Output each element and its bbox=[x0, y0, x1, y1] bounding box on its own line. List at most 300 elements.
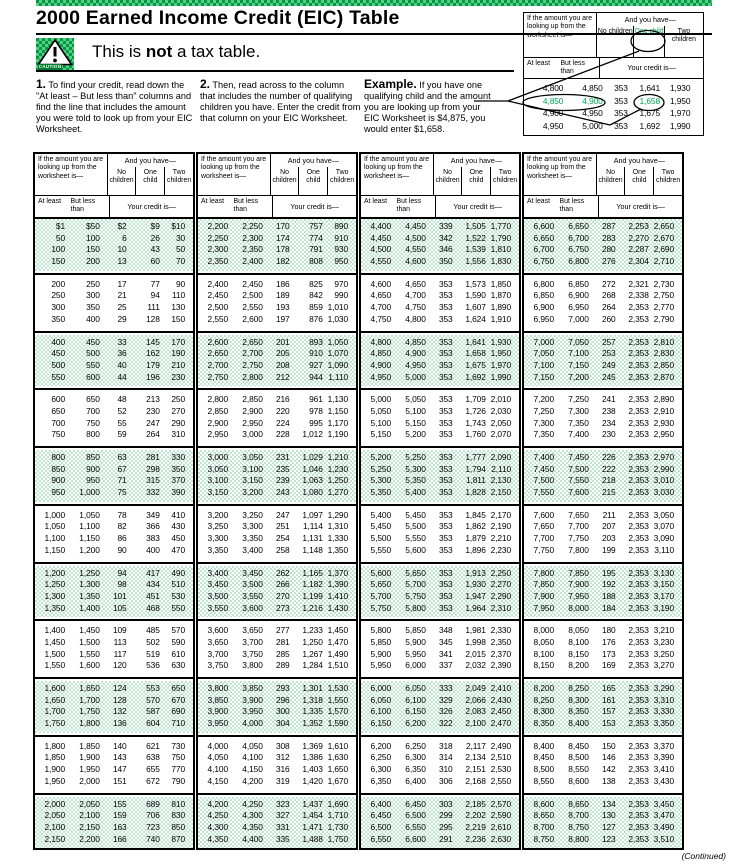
block-divider bbox=[198, 504, 356, 506]
block-divider bbox=[361, 446, 519, 448]
no-children-credit: 241 bbox=[601, 394, 616, 405]
two-children-credit: 3,470 bbox=[653, 810, 675, 821]
two-children-credit: 3,350 bbox=[653, 718, 675, 729]
amount-lookup-header: If the amount you are looking up from the worksheet is— bbox=[524, 13, 597, 57]
table-row bbox=[198, 406, 356, 418]
block-divider bbox=[198, 388, 356, 390]
two-children-credit: 2,550 bbox=[490, 775, 512, 786]
two-children-credit: 30 bbox=[175, 232, 186, 243]
but-less-than-value: 1,250 bbox=[79, 567, 100, 578]
at-least-value: 1,250 bbox=[44, 579, 66, 590]
row-block bbox=[524, 277, 682, 329]
two-children-credit: 1,690 bbox=[327, 798, 349, 809]
one-child-credit: 1,267 bbox=[302, 648, 323, 659]
amount-lookup-header: If the amount you are looking up from the worksheet is— bbox=[198, 154, 271, 195]
two-children-credit: 2,950 bbox=[653, 429, 675, 440]
at-least-value: 8,050 bbox=[533, 636, 555, 647]
two-children-credit: 1,450 bbox=[327, 625, 349, 636]
at-least-value: 3,650 bbox=[207, 636, 229, 647]
two-children-credit: 1,110 bbox=[328, 371, 349, 382]
one-child-credit: 1,505 bbox=[465, 221, 486, 231]
one-child-credit: 655 bbox=[146, 764, 160, 775]
at-least-value: 7,700 bbox=[533, 533, 555, 544]
example-text: If you have one qualifying child and the amount you are looking up from your EIC Worksheet is $4,875, you would enter $1,658. bbox=[364, 80, 491, 134]
no-children-credit: 300 bbox=[275, 706, 290, 717]
no-children-credit: 59 bbox=[117, 429, 127, 440]
table-row bbox=[198, 533, 356, 545]
at-least-value: 2,800 bbox=[207, 394, 229, 405]
one-child-credit: 1,131 bbox=[302, 533, 323, 544]
one-child-credit: 842 bbox=[309, 290, 323, 301]
but-less-than-value: 8,600 bbox=[568, 775, 589, 786]
one-child-credit: 587 bbox=[146, 706, 160, 717]
header-bottom-row bbox=[198, 196, 356, 217]
two-children-credit: 1,490 bbox=[327, 648, 349, 659]
but-less-than-value: 5,950 bbox=[405, 648, 426, 659]
but-less-than-value: 3,850 bbox=[242, 683, 263, 693]
one-child-credit: 2,353 bbox=[628, 636, 649, 647]
no-children-credit: 304 bbox=[275, 718, 290, 729]
one-child-credit: 1,998 bbox=[465, 636, 486, 647]
at-least-value: 1,500 bbox=[44, 648, 66, 659]
table-row bbox=[198, 233, 356, 245]
one-child-credit: 2,353 bbox=[628, 775, 649, 786]
at-least-value: 4,800 bbox=[542, 83, 564, 93]
table-row bbox=[198, 718, 356, 730]
but-less-than-value: 5,350 bbox=[405, 475, 426, 486]
two-children-credit: 1,710 bbox=[327, 810, 349, 821]
but-less-than-value: 5,850 bbox=[405, 625, 426, 636]
one-child-credit: 2,168 bbox=[465, 775, 486, 786]
one-child-credit: 757 bbox=[309, 221, 323, 231]
one-child-credit: 60 bbox=[150, 256, 160, 267]
at-least-value: 250 bbox=[51, 290, 66, 301]
table-row bbox=[524, 279, 682, 291]
no-children-credit: 224 bbox=[275, 417, 290, 428]
but-less-than-value: 6,350 bbox=[405, 764, 426, 775]
row-block bbox=[361, 739, 519, 791]
one-child-credit: 1,692 bbox=[639, 120, 661, 131]
amount-lookup-header: If the amount you are looking up from the worksheet is— bbox=[35, 154, 108, 195]
but-less-than-value: 100 bbox=[86, 232, 100, 243]
but-less-than-value: 3,350 bbox=[242, 533, 263, 544]
one-child-credit: 519 bbox=[146, 648, 160, 659]
table-row bbox=[198, 660, 356, 672]
but-less-than-value: 4,650 bbox=[405, 278, 426, 289]
but-less-than-value: 4,300 bbox=[242, 810, 263, 821]
one-child-credit: 893 bbox=[309, 336, 323, 347]
two-children-credit: 3,330 bbox=[653, 706, 675, 717]
table-row bbox=[35, 256, 193, 268]
but-less-than-value: 1,050 bbox=[79, 509, 100, 520]
one-child-credit: 1,862 bbox=[465, 521, 486, 532]
no-children-credit: 264 bbox=[601, 302, 616, 313]
two-children-credit: 1,830 bbox=[490, 256, 512, 267]
one-child-credit: 2,353 bbox=[628, 590, 649, 601]
two-children-credit: 2,450 bbox=[490, 706, 512, 717]
but-less-than-value: 600 bbox=[86, 371, 100, 382]
but-less-than-value: 250 bbox=[86, 278, 100, 289]
but-less-than-value: 4,850 bbox=[405, 336, 426, 347]
one-child-credit: 791 bbox=[309, 244, 323, 255]
but-less-than-value: 1,550 bbox=[79, 648, 100, 659]
two-children-credit: 2,130 bbox=[490, 475, 512, 486]
two-children-credit: 1,950 bbox=[490, 348, 512, 359]
at-least-value: 1,350 bbox=[44, 602, 66, 613]
two-children-credit: 1,310 bbox=[327, 521, 349, 532]
block-divider bbox=[361, 562, 519, 564]
no-children-credit: 353 bbox=[438, 371, 453, 382]
but-less-than-value: 4,400 bbox=[242, 833, 263, 844]
no-children-credit: 170 bbox=[275, 221, 290, 231]
no-children-credit: 280 bbox=[601, 244, 616, 255]
no-children-credit: 192 bbox=[601, 579, 616, 590]
block-divider bbox=[198, 331, 356, 333]
but-less-than-value: 2,550 bbox=[242, 302, 263, 313]
no-children-credit: 253 bbox=[601, 348, 616, 359]
one-child-credit: 1,012 bbox=[302, 429, 323, 440]
one-child-credit: 1,029 bbox=[302, 452, 323, 462]
at-least-value: 8,650 bbox=[533, 810, 555, 821]
block-divider bbox=[198, 562, 356, 564]
at-least-value: 4,250 bbox=[207, 810, 229, 821]
no-children-credit: 218 bbox=[601, 475, 616, 486]
row-block bbox=[361, 450, 519, 502]
no-children-credit: 134 bbox=[601, 798, 616, 809]
one-child-credit: 1,369 bbox=[302, 740, 323, 751]
block-divider bbox=[524, 273, 682, 275]
no-children-credit: 67 bbox=[117, 463, 127, 474]
no-children-credit: 142 bbox=[601, 764, 616, 775]
no-children-credit: 339 bbox=[438, 221, 453, 231]
at-least-value: 8,000 bbox=[533, 625, 555, 636]
two-children-credit: 1,210 bbox=[327, 452, 349, 462]
row-block bbox=[524, 739, 682, 791]
row-block bbox=[524, 219, 682, 271]
one-child-credit: 2,353 bbox=[628, 509, 649, 520]
but-less-than-value: 5,650 bbox=[405, 567, 426, 578]
but-less-than-value: 6,400 bbox=[405, 775, 426, 786]
table-row bbox=[35, 579, 193, 591]
two-children-credit: 3,430 bbox=[653, 775, 675, 786]
table-row bbox=[524, 799, 682, 811]
no-children-credit: 260 bbox=[601, 313, 616, 324]
one-child-credit: 2,185 bbox=[465, 798, 486, 809]
example-table-row bbox=[524, 82, 703, 95]
two-children-credit: 870 bbox=[171, 833, 186, 844]
no-children-credit: 353 bbox=[438, 475, 453, 486]
table-row bbox=[35, 706, 193, 718]
no-children-credit: 285 bbox=[275, 648, 290, 659]
two-children-credit: 1,910 bbox=[490, 313, 512, 324]
block-divider bbox=[198, 793, 356, 795]
header-bottom-row bbox=[35, 196, 193, 217]
two-children-credit: 290 bbox=[171, 417, 186, 428]
but-less-than-value: 2,900 bbox=[242, 405, 263, 416]
one-child-credit: 1,454 bbox=[302, 810, 323, 821]
one-child-credit: 1,641 bbox=[465, 336, 486, 347]
table-column-group bbox=[522, 152, 684, 850]
and-you-have-section bbox=[597, 13, 703, 57]
table-row bbox=[198, 706, 356, 718]
table-row bbox=[198, 244, 356, 256]
at-least-value: 600 bbox=[51, 394, 66, 405]
table-row bbox=[361, 649, 519, 661]
no-children-credit: 124 bbox=[112, 683, 127, 693]
at-least-value: 2,050 bbox=[44, 810, 66, 821]
table-row bbox=[361, 221, 519, 233]
at-least-value: 5,200 bbox=[370, 452, 392, 462]
but-less-than-value: 7,050 bbox=[568, 336, 589, 347]
table-row bbox=[361, 256, 519, 268]
table-row bbox=[198, 579, 356, 591]
table-row bbox=[198, 487, 356, 499]
row-block bbox=[35, 335, 193, 387]
but-less-than-value: 1,150 bbox=[79, 533, 100, 544]
two-children-credit: 2,910 bbox=[653, 405, 675, 416]
block-divider bbox=[35, 331, 193, 333]
table-row bbox=[524, 591, 682, 603]
at-least-value: 500 bbox=[51, 359, 66, 370]
table-row bbox=[524, 764, 682, 776]
one-child-credit: 1,233 bbox=[302, 625, 323, 636]
two-children-credit: $10 bbox=[171, 221, 186, 231]
at-least-value: 950 bbox=[51, 487, 66, 498]
two-children-credit: 2,110 bbox=[491, 463, 512, 474]
but-less-than-header: But less than bbox=[559, 198, 585, 213]
two-children-credit: 1,090 bbox=[327, 359, 349, 370]
two-children-credit: 470 bbox=[171, 544, 186, 555]
table-row bbox=[361, 244, 519, 256]
no-children-credit: 101 bbox=[112, 590, 127, 601]
no-children-credit: 350 bbox=[438, 256, 453, 267]
one-child-credit: 2,015 bbox=[465, 648, 486, 659]
step-1-number: 1. bbox=[36, 77, 47, 91]
two-children-credit: 170 bbox=[171, 336, 186, 347]
two-children-credit: 1,930 bbox=[490, 336, 512, 347]
two-children-credit: 2,270 bbox=[490, 579, 512, 590]
one-child-credit: 434 bbox=[146, 579, 160, 590]
block-divider bbox=[524, 735, 682, 737]
at-least-value: 7,000 bbox=[533, 336, 555, 347]
but-less-than-value: 3,800 bbox=[242, 660, 263, 671]
one-child-credit: 723 bbox=[146, 821, 160, 832]
at-least-value: 7,750 bbox=[533, 544, 555, 555]
table-row bbox=[35, 521, 193, 533]
no-children-credit: 342 bbox=[438, 232, 453, 243]
no-children-credit: 341 bbox=[438, 648, 453, 659]
at-least-value: 7,350 bbox=[533, 429, 555, 440]
two-children-credit: 2,890 bbox=[653, 394, 675, 405]
block-divider bbox=[35, 619, 193, 621]
table-row bbox=[361, 475, 519, 487]
table-row bbox=[524, 810, 682, 822]
but-less-than-value: 1,950 bbox=[79, 764, 100, 775]
at-least-value: 850 bbox=[51, 463, 66, 474]
at-least-value: 8,450 bbox=[533, 752, 555, 763]
at-least-value: 6,550 bbox=[370, 833, 392, 844]
two-children-credit: 990 bbox=[334, 290, 349, 301]
two-children-credit: 3,090 bbox=[653, 533, 675, 544]
block-divider bbox=[198, 446, 356, 448]
but-less-than-value: 4,550 bbox=[405, 244, 426, 255]
but-less-than-value: 3,750 bbox=[242, 648, 263, 659]
caution-icon bbox=[36, 38, 74, 71]
at-least-value: 6,400 bbox=[370, 798, 392, 809]
but-less-than-value: 5,900 bbox=[405, 636, 426, 647]
instruction-step-1 bbox=[36, 79, 194, 135]
at-least-value: 5,650 bbox=[370, 579, 392, 590]
two-children-credit: 3,010 bbox=[653, 475, 675, 486]
one-child-credit: 162 bbox=[146, 348, 160, 359]
table-row bbox=[35, 418, 193, 430]
one-child-credit: 2,219 bbox=[465, 821, 486, 832]
table-row bbox=[361, 810, 519, 822]
caution-label: CAUTION bbox=[38, 64, 62, 69]
at-least-value: 6,500 bbox=[370, 821, 392, 832]
but-less-than-value: 6,750 bbox=[568, 244, 589, 255]
at-least-value: 4,500 bbox=[370, 244, 392, 255]
but-less-than-value: 2,000 bbox=[79, 775, 100, 786]
but-less-than-value: 7,700 bbox=[568, 521, 589, 532]
at-least-value: 1,450 bbox=[44, 636, 66, 647]
table-row bbox=[524, 718, 682, 730]
no-children-credit: $2 bbox=[117, 221, 127, 231]
two-children-credit: 3,370 bbox=[653, 740, 675, 751]
at-least-value: 7,050 bbox=[533, 348, 555, 359]
one-child-credit: 2,353 bbox=[628, 683, 649, 693]
table-row bbox=[361, 637, 519, 649]
block-divider bbox=[361, 677, 519, 679]
table-row bbox=[524, 637, 682, 649]
two-children-credit: 2,330 bbox=[490, 625, 512, 636]
one-child-credit: 2,032 bbox=[465, 660, 486, 671]
at-least-value: 2,350 bbox=[207, 256, 229, 267]
at-least-value: 200 bbox=[51, 278, 66, 289]
no-children-credit: 117 bbox=[113, 648, 127, 659]
table-row bbox=[524, 360, 682, 372]
table-row bbox=[35, 834, 193, 846]
table-row bbox=[35, 545, 193, 557]
one-child-credit: 417 bbox=[146, 567, 160, 578]
table-row bbox=[524, 568, 682, 580]
table-row bbox=[198, 256, 356, 268]
table-row bbox=[524, 533, 682, 545]
table-row bbox=[361, 706, 519, 718]
one-child-credit: 672 bbox=[146, 775, 160, 786]
one-child-credit: 2,353 bbox=[628, 521, 649, 532]
one-child-credit: 1,930 bbox=[465, 579, 486, 590]
row-block bbox=[198, 566, 356, 618]
at-least-value: 1,850 bbox=[44, 752, 66, 763]
at-least-value: 2,950 bbox=[207, 429, 229, 440]
table-row bbox=[361, 510, 519, 522]
table-row bbox=[361, 660, 519, 672]
two-children-credit: 1,290 bbox=[327, 509, 349, 520]
header-top-row bbox=[524, 154, 682, 196]
but-less-than-value: 3,100 bbox=[242, 463, 263, 474]
but-less-than-value: 3,000 bbox=[242, 429, 263, 440]
one-child-credit: 2,353 bbox=[628, 579, 649, 590]
at-least-header: At least bbox=[201, 198, 224, 205]
at-least-value: 3,550 bbox=[207, 602, 229, 613]
at-least-value: 7,200 bbox=[533, 394, 555, 405]
row-block bbox=[198, 392, 356, 444]
example-note bbox=[364, 79, 496, 135]
at-least-value: 650 bbox=[51, 405, 66, 416]
one-child-credit: 570 bbox=[146, 694, 160, 705]
block-divider bbox=[361, 619, 519, 621]
header-top-row bbox=[361, 154, 519, 196]
two-children-credit: 1,410 bbox=[327, 590, 349, 601]
but-less-than-value: 7,650 bbox=[568, 509, 589, 520]
column-group-body bbox=[524, 219, 682, 848]
no-children-credit: 353 bbox=[438, 302, 453, 313]
but-less-than-value: 8,200 bbox=[568, 660, 589, 671]
one-child-header: One child bbox=[624, 167, 653, 195]
two-children-credit: 1,190 bbox=[327, 429, 349, 440]
but-less-than-value: 8,700 bbox=[568, 810, 589, 821]
one-child-credit: 2,353 bbox=[628, 313, 649, 324]
one-child-credit: 2,353 bbox=[628, 833, 649, 844]
one-child-credit: 1,641 bbox=[639, 83, 661, 93]
table-row bbox=[35, 475, 193, 487]
table-row bbox=[524, 429, 682, 441]
one-child-credit: 1,403 bbox=[302, 764, 323, 775]
no-children-credit: 353 bbox=[438, 463, 453, 474]
example-table bbox=[523, 12, 704, 136]
but-less-than-value: 8,050 bbox=[568, 625, 589, 636]
no-children-credit: 155 bbox=[112, 798, 127, 809]
one-child-credit: 281 bbox=[146, 452, 160, 462]
but-less-than-value: 2,200 bbox=[79, 833, 100, 844]
header-bottom-row bbox=[361, 196, 519, 217]
but-less-than-header: But less than bbox=[396, 198, 422, 213]
table-row bbox=[35, 776, 193, 788]
one-child-credit: 740 bbox=[146, 833, 160, 844]
header-top-row bbox=[35, 154, 193, 196]
row-block bbox=[198, 219, 356, 271]
at-least-value: 3,600 bbox=[207, 625, 229, 636]
at-least-value: 400 bbox=[51, 336, 66, 347]
but-less-than-value: 4,850 bbox=[582, 83, 603, 93]
one-child-credit: 145 bbox=[146, 336, 160, 347]
column-group-body bbox=[35, 219, 193, 848]
but-less-than-value: 1,850 bbox=[79, 740, 100, 751]
one-child-credit: 468 bbox=[146, 602, 160, 613]
table-row bbox=[361, 718, 519, 730]
one-child-credit: 2,353 bbox=[628, 452, 649, 462]
table-column-group bbox=[359, 152, 521, 850]
at-least-value: 8,550 bbox=[533, 775, 555, 786]
table-row bbox=[35, 244, 193, 256]
at-least-value: 1,150 bbox=[44, 544, 66, 555]
no-children-credit: 186 bbox=[275, 278, 290, 289]
one-child-credit: 94 bbox=[150, 290, 160, 301]
no-children-credit: 52 bbox=[117, 405, 127, 416]
no-children-credit: 247 bbox=[275, 509, 290, 520]
two-children-credit: 3,410 bbox=[653, 764, 675, 775]
one-child-credit: 1,284 bbox=[302, 660, 323, 671]
no-children-credit: 245 bbox=[601, 371, 616, 382]
two-children-credit: 2,250 bbox=[490, 567, 512, 578]
at-least-value: 7,450 bbox=[533, 463, 555, 474]
two-children-credit: 1,530 bbox=[327, 683, 349, 693]
but-less-than-value: 2,100 bbox=[79, 810, 100, 821]
table-row bbox=[35, 302, 193, 314]
one-child-credit: 1,539 bbox=[465, 244, 486, 255]
two-children-credit: 1,370 bbox=[327, 567, 349, 578]
